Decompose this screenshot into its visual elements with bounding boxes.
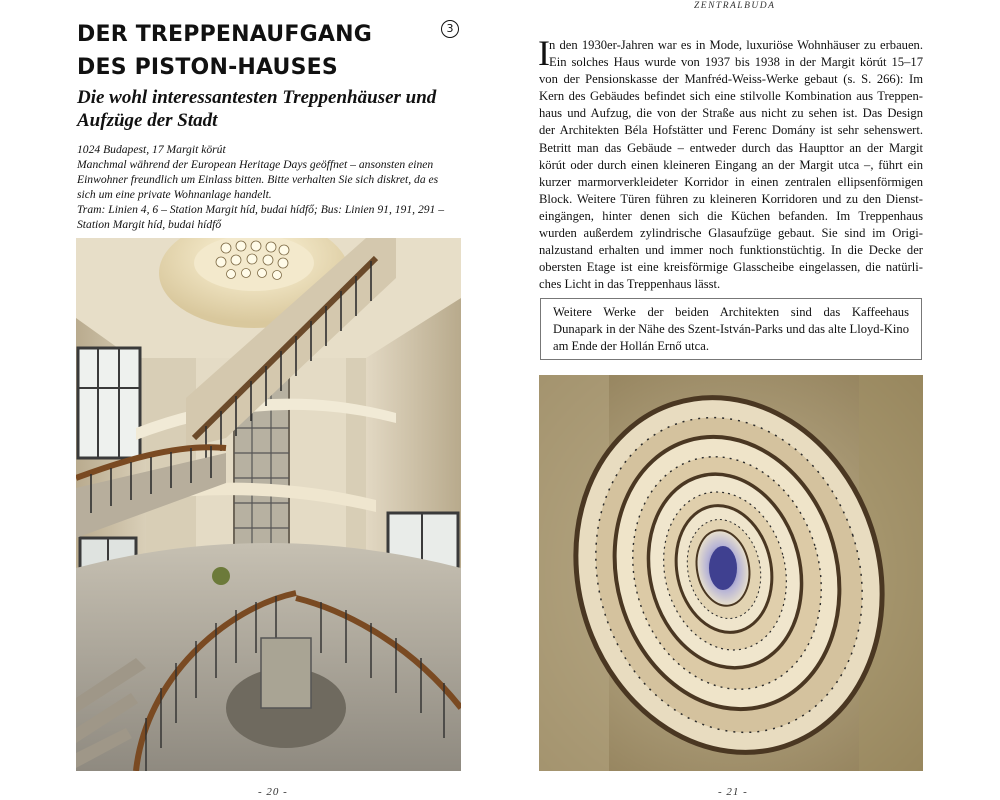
staircase-photo (76, 238, 461, 771)
practical-info (77, 142, 462, 232)
page-number-right: - 21 - (718, 786, 748, 798)
body-line-1: I n den 1930er-Jahren war es in Mode, luxuriöse Wohnhäuser zu erbauen. (538, 33, 923, 73)
body-line-2: Ein solches Haus wurde von 1937 bis 1938 in der Margit körút 15–17 (549, 55, 923, 70)
body-line-9: kurzer marmorverkleideter Korridor in einen zentralen ellipsenförmigen (539, 174, 923, 189)
spiral-staircase-photo (539, 375, 923, 771)
page-number-left: - 20 - (258, 786, 288, 798)
info-line: Einwohner freundlich um Einlass bitten. Bitte verhalten Sie sich diskret, da es (77, 173, 439, 186)
body-line-4: Kern des Gebäudes befindet sich eine stilvolle Kombination aus Treppen- (539, 89, 923, 104)
body-line-13: nalzustand erhalten und immer noch funktionstüchtig. In die Decke der (539, 243, 923, 258)
body-text (538, 33, 923, 293)
sidebar-note-box (540, 298, 922, 360)
body-line-12: wurden außerdem zylindrische Glasaufzüge gebaut. Sie sind im Origi- (539, 226, 923, 241)
subtitle-line-2: Aufzüge der Stadt (77, 110, 218, 131)
page-subtitle (77, 86, 437, 132)
note-line-1: Weitere Werke der beiden Architekten sind das Kaffeehaus (553, 305, 909, 319)
body-line-10: Block. Weitere Türen führen zu kleineren Korridoren und zu den Dienst- (539, 191, 923, 206)
body-line-11: eingängen, hinter denen sich die Küchen befanden. Im Treppenhaus (539, 208, 923, 223)
drop-cap: I (538, 33, 550, 73)
title-line-1: DER TREPPENAUFGANG (77, 22, 372, 47)
body-line-5: haus und Aufzug, die von der Straße aus nicht zu sehen ist. Das Design (539, 106, 923, 121)
body-line-8: körút oder durch einen kleineren Eingang an der Margit utca –, führt ein (539, 157, 923, 172)
page-title (77, 18, 437, 84)
body-line-3: von der Pensionskasse der Manfréd-Weiss-Werke gebaut (s. S. 266): Im (539, 72, 923, 87)
note-line-3: am Ende der Hollán Ernő utca. (553, 339, 709, 353)
title-line-2: DES PISTON-HAUSES (77, 55, 338, 80)
transport-line: Station Margit híd, budai hídfő (77, 218, 222, 231)
body-line-15: ches Licht in das Treppenhaus lässt. (539, 277, 721, 292)
body-line-14: obersten Etage ist eine kreisförmige Glasscheibe eingelassen, die natürli- (539, 260, 923, 275)
note-line-2: Dunapark in der Nähe des Szent-István-Parks und das alte Lloyd-Kino (553, 322, 909, 336)
body-line-7: Betritt man das Gebäude – entweder durch das Haupttor an der Margit (539, 140, 923, 155)
address-line: 1024 Budapest, 17 Margit körút (77, 143, 226, 156)
info-line: Manchmal während der European Heritage Days geöffnet – ansonsten einen (77, 158, 434, 171)
info-line: sich um eine private Wohnanlage handelt. (77, 188, 272, 201)
body-line-6: der Architekten Béla Hofstätter und Ferenc Domány ist sehr sehenswert. (539, 123, 923, 138)
entry-number-badge: 3 (441, 20, 459, 38)
subtitle-line-1: Die wohl interessantesten Treppenhäuser und (77, 87, 437, 108)
transport-line: Tram: Linien 4, 6 – Station Margit híd, budai hídfő; Bus: Linien 91, 191, 291 – (77, 203, 445, 216)
running-head: ZENTRALBUDA (694, 1, 776, 11)
